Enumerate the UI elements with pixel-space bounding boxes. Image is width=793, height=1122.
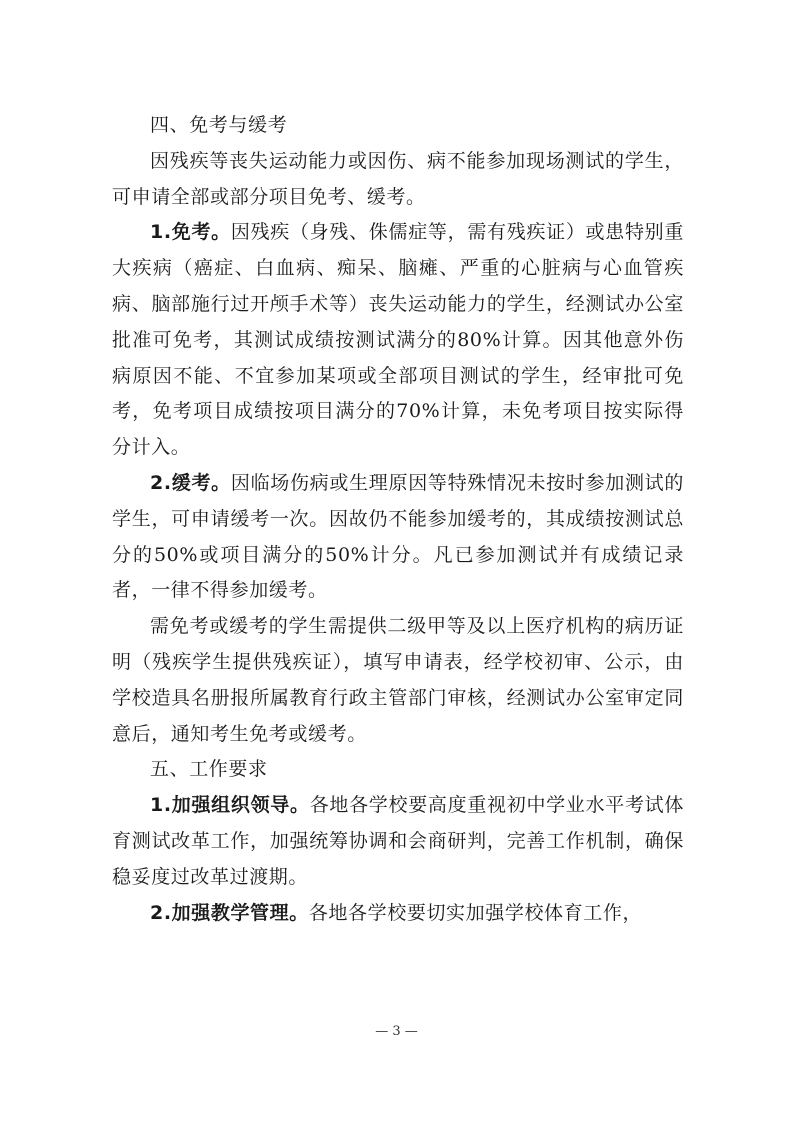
paragraph-deferral bbox=[112, 466, 684, 609]
paragraph-exemption bbox=[112, 215, 684, 466]
paragraph-organization bbox=[112, 788, 684, 895]
paragraph-lead: 1.加强组织领导。 bbox=[150, 794, 310, 817]
section-heading-exemption: 四、免考与缓考 bbox=[150, 114, 288, 136]
paragraph-procedure bbox=[112, 609, 684, 752]
paragraph-intro bbox=[112, 144, 684, 216]
paragraph-text: 各地各学校要高度重视初中学业水平考试体育测试改革工作，加强统筹协调和会商研判，完善工作机制，确保稳妥度过改革过渡期。 bbox=[112, 794, 684, 888]
paragraph-text: 因残疾等丧失运动能力或因伤、病不能参加现场测试的学生，可申请全部或部分项目免考、缓考。 bbox=[112, 149, 684, 208]
paragraph-text: 需免考或缓考的学生需提供二级甲等及以上医疗机构的病历证明（残疾学生提供残疾证），填写申请表，经学校初审、公示，由学校造具名册报所属教育行政主管部门审核，经测试办公室审定同意后，通知考生免考或缓考。 bbox=[112, 615, 684, 745]
paragraph-text: 各地各学校要切实加强学校体育工作， bbox=[308, 901, 643, 924]
section-heading-requirements: 五、工作要求 bbox=[150, 758, 268, 781]
document-body bbox=[112, 108, 684, 931]
paragraph-text: 因残疾（身残、侏儒症等，需有残疾证）或患特别重大疾病（癌症、白血病、痴呆、脑瘫、严重的心脏病与心血管疾病、脑部施行过开颅手术等）丧失运动能力的学生，经测试办公室批准可免考，其测试成绩按测试满分的80%计算。因其他意外伤病原因不能、不宜参加某项或全部项目测试的学生，经审批可免考，免考项目成绩按项目满分的70%计算，未免考项目按实际得分计入。 bbox=[112, 221, 684, 459]
paragraph-text: 因临场伤病或生理原因等特殊情况未按时参加测试的学生，可申请缓考一次。因故仍不能参加缓考的，其成绩按测试总分的50%或项目满分的50%计分。凡已参加测试并有成绩记录者，一律不得参加缓考。 bbox=[112, 471, 684, 602]
paragraph-lead: 2.缓考。 bbox=[150, 471, 231, 494]
paragraph-teaching bbox=[112, 896, 684, 932]
paragraph-lead: 2.加强教学管理。 bbox=[150, 901, 309, 924]
paragraph-lead: 1.免考。 bbox=[150, 221, 231, 244]
page-number: — 3 — bbox=[375, 1024, 418, 1039]
